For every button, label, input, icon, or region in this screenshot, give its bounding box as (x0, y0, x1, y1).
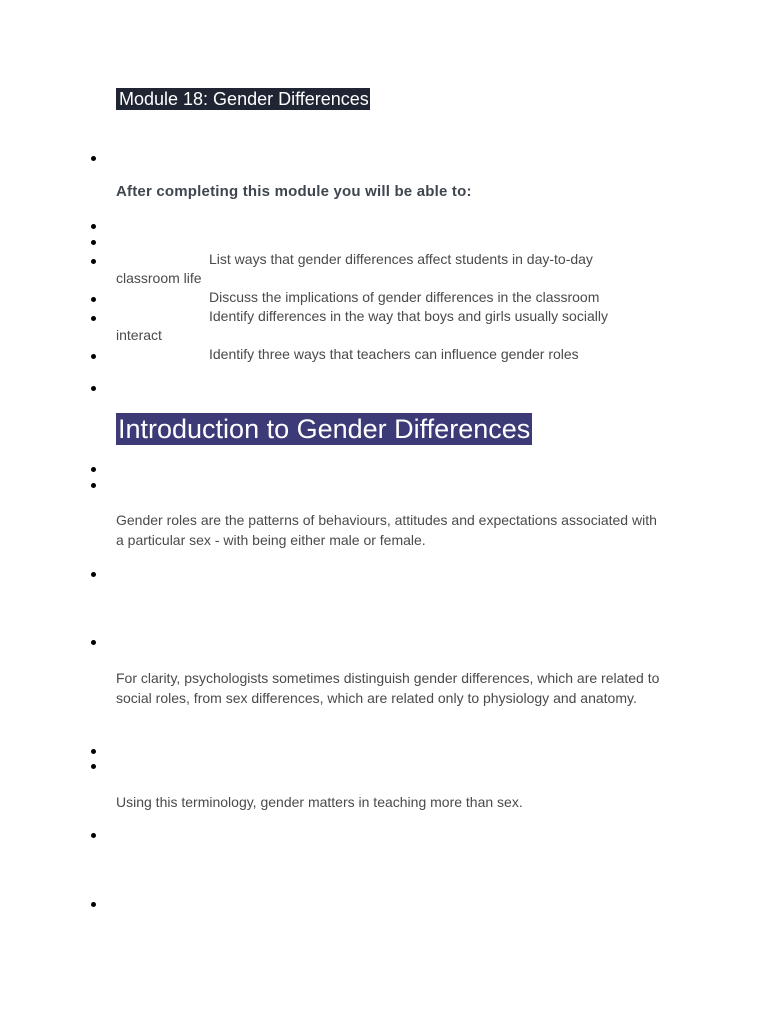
bullet-marker (91, 224, 96, 229)
objective-item: Identify three ways that teachers can influence gender roles (209, 346, 579, 362)
objective-item: List ways that gender differences affect students in day-to-day classroom life (116, 251, 593, 286)
bullet-marker (91, 749, 96, 754)
bullet-marker (91, 354, 96, 359)
bullet-marker (91, 572, 96, 577)
paragraph: Gender roles are the patterns of behaviours, attitudes and expectations associated with a particular sex - with being either male or female. (116, 512, 657, 548)
objective-item: Discuss the implications of gender differences in the classroom (209, 289, 600, 305)
paragraph: For clarity, psychologists sometimes distinguish gender differences, which are related to social roles, from sex differences, which are related only to physiology and anatomy. (116, 670, 660, 706)
bullet-marker (91, 902, 96, 907)
bullet-marker (91, 764, 96, 769)
module-title: Module 18: Gender Differences (116, 88, 370, 110)
bullet-marker (91, 259, 96, 264)
paragraph: Using this terminology, gender matters in teaching more than sex. (116, 794, 523, 810)
bullet-marker (91, 833, 96, 838)
objectives-heading: After completing this module you will be able to: (116, 183, 472, 200)
bullet-marker (91, 483, 96, 488)
bullet-marker (91, 316, 96, 321)
bullet-marker (91, 297, 96, 302)
objective-item: Identify differences in the way that boys and girls usually socially interact (116, 308, 608, 343)
bullet-marker (91, 240, 96, 245)
section-title: Introduction to Gender Differences (118, 414, 531, 444)
bullet-marker (91, 386, 96, 391)
bullet-marker (91, 467, 96, 472)
bullet-marker (91, 156, 96, 161)
bullet-marker (91, 640, 96, 645)
